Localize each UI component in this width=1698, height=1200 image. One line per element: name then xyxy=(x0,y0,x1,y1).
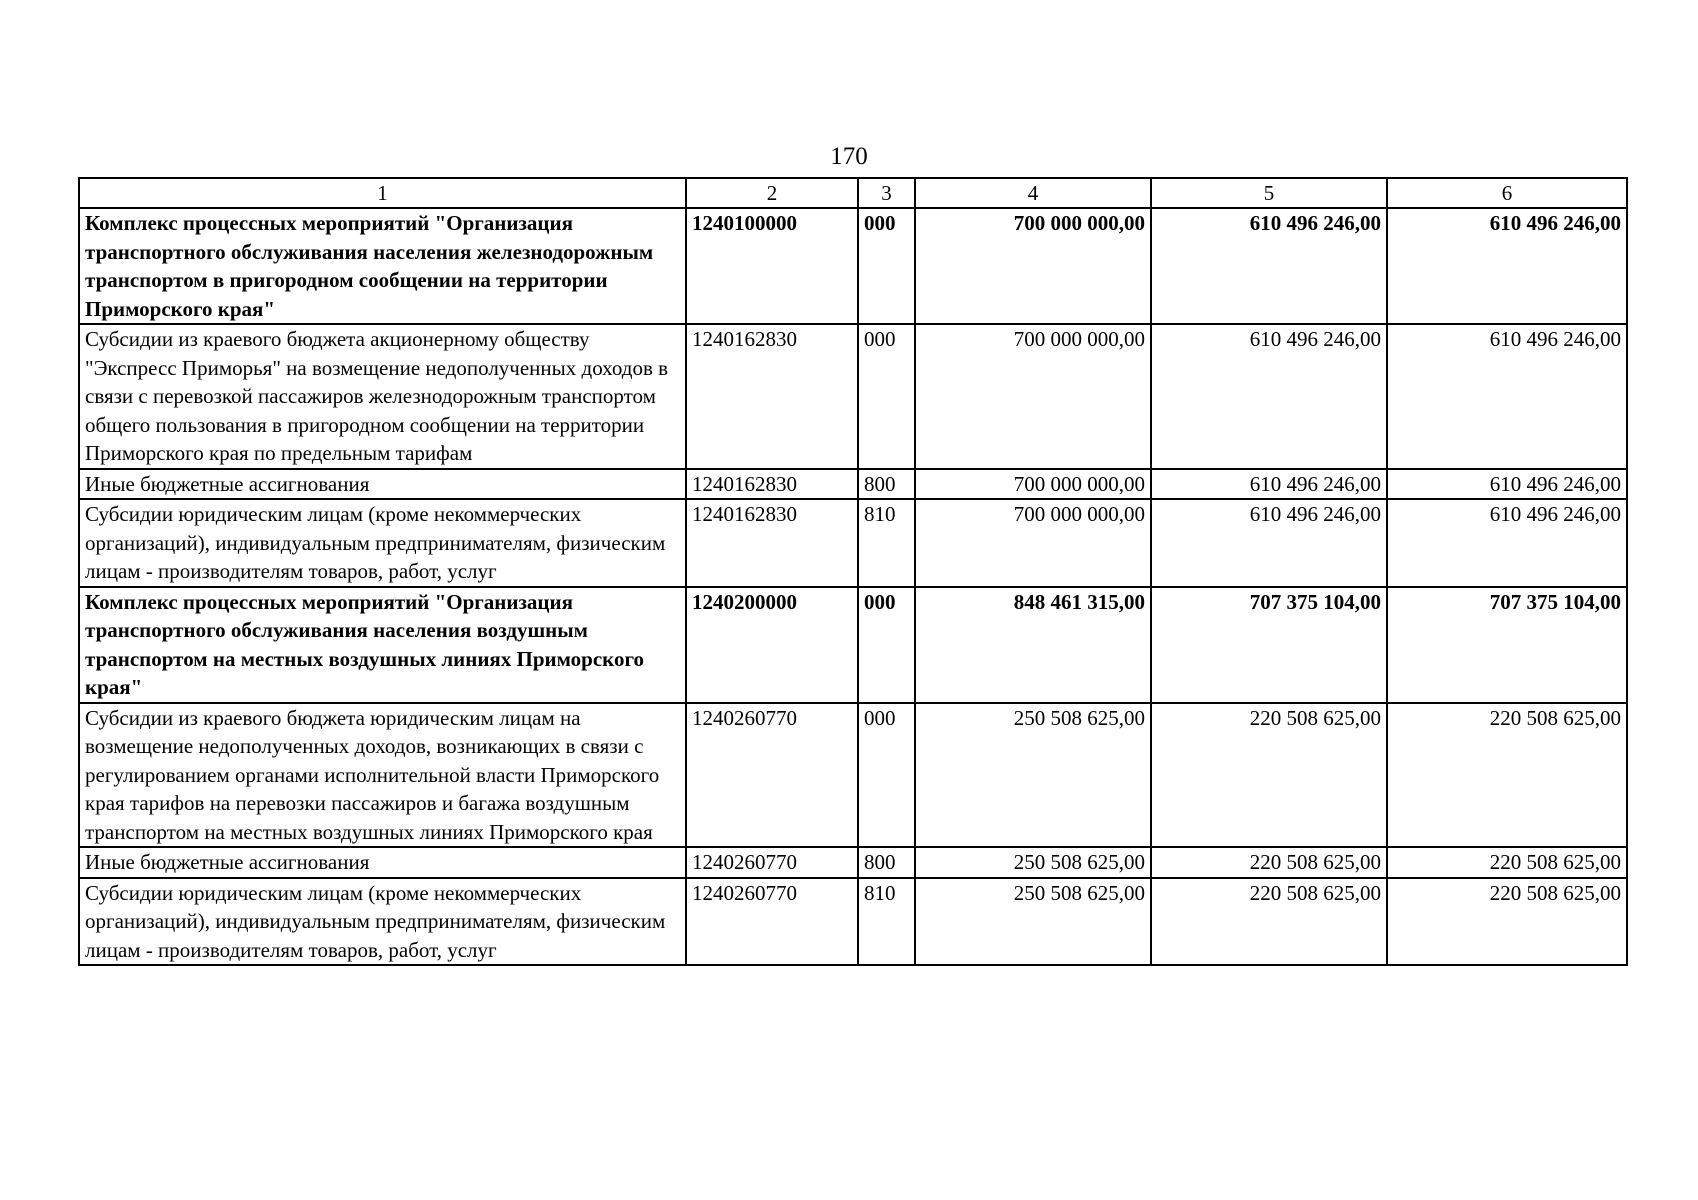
amount-col5-cell: 220 508 625,00 xyxy=(1151,878,1387,966)
expense-type-cell: 000 xyxy=(858,703,915,848)
amount-col4-cell: 700 000 000,00 xyxy=(915,469,1151,500)
row-name-cell: Субсидии юридическим лицам (кроме некоммерческих организаций), индивидуальным предпринимателям, физическим лицам - производителям товаров, работ, услуг xyxy=(79,499,686,587)
column-header: 6 xyxy=(1387,178,1627,208)
target-code-cell: 1240162830 xyxy=(686,499,858,587)
row-name-cell: Иные бюджетные ассигнования xyxy=(79,847,686,878)
expense-type-cell: 000 xyxy=(858,587,915,703)
amount-col5-cell: 220 508 625,00 xyxy=(1151,703,1387,848)
amount-col4-cell: 250 508 625,00 xyxy=(915,847,1151,878)
expense-type-cell: 800 xyxy=(858,847,915,878)
amount-col4-cell: 700 000 000,00 xyxy=(915,208,1151,324)
target-code-cell: 1240162830 xyxy=(686,324,858,469)
target-code-cell: 1240162830 xyxy=(686,469,858,500)
column-header: 4 xyxy=(915,178,1151,208)
column-header: 2 xyxy=(686,178,858,208)
table-row xyxy=(79,847,1627,878)
table-row xyxy=(79,499,1627,587)
row-name-cell: Субсидии юридическим лицам (кроме некоммерческих организаций), индивидуальным предпринимателям, физическим лицам - производителям товаров, работ, услуг xyxy=(79,878,686,966)
amount-col6-cell: 707 375 104,00 xyxy=(1387,587,1627,703)
row-name-cell: Комплекс процессных мероприятий "Организация транспортного обслуживания населения воздушным транспортом на местных воздушных линиях Приморского края" xyxy=(79,587,686,703)
table-row xyxy=(79,703,1627,848)
row-name-cell: Субсидии из краевого бюджета юридическим лицам на возмещение недополученных доходов, возникающих в связи с регулированием органами исполнительной власти Приморского края тарифов на перевозки пассажиров и багажа воздушным транспортом на местных воздушных линиях Приморского края xyxy=(79,703,686,848)
row-name-cell: Комплекс процессных мероприятий "Организация транспортного обслуживания населения железнодорожным транспортом в пригородном сообщении на территории Приморского края" xyxy=(79,208,686,324)
amount-col4-cell: 250 508 625,00 xyxy=(915,703,1151,848)
amount-col5-cell: 610 496 246,00 xyxy=(1151,469,1387,500)
amount-col5-cell: 610 496 246,00 xyxy=(1151,324,1387,469)
amount-col6-cell: 220 508 625,00 xyxy=(1387,847,1627,878)
target-code-cell: 1240260770 xyxy=(686,847,858,878)
table-row xyxy=(79,208,1627,324)
row-name-cell: Субсидии из краевого бюджета акционерному обществу "Экспресс Приморья" на возмещение недополученных доходов в связи с перевозкой пассажиров железнодорожным транспортом общего пользования в пригородном сообщении на территории Приморского края по предельным тарифам xyxy=(79,324,686,469)
amount-col4-cell: 250 508 625,00 xyxy=(915,878,1151,966)
expense-type-cell: 000 xyxy=(858,324,915,469)
amount-col5-cell: 707 375 104,00 xyxy=(1151,587,1387,703)
column-header: 1 xyxy=(79,178,686,208)
column-header: 5 xyxy=(1151,178,1387,208)
amount-col6-cell: 220 508 625,00 xyxy=(1387,703,1627,848)
expense-type-cell: 810 xyxy=(858,499,915,587)
amount-col5-cell: 610 496 246,00 xyxy=(1151,499,1387,587)
table-row xyxy=(79,587,1627,703)
amount-col6-cell: 220 508 625,00 xyxy=(1387,878,1627,966)
amount-col4-cell: 700 000 000,00 xyxy=(915,324,1151,469)
target-code-cell: 1240100000 xyxy=(686,208,858,324)
target-code-cell: 1240260770 xyxy=(686,703,858,848)
amount-col6-cell: 610 496 246,00 xyxy=(1387,324,1627,469)
amount-col4-cell: 848 461 315,00 xyxy=(915,587,1151,703)
amount-col6-cell: 610 496 246,00 xyxy=(1387,208,1627,324)
expense-type-cell: 810 xyxy=(858,878,915,966)
target-code-cell: 1240200000 xyxy=(686,587,858,703)
amount-col4-cell: 700 000 000,00 xyxy=(915,499,1151,587)
column-header: 3 xyxy=(858,178,915,208)
amount-col5-cell: 610 496 246,00 xyxy=(1151,208,1387,324)
row-name-cell: Иные бюджетные ассигнования xyxy=(79,469,686,500)
table-row xyxy=(79,878,1627,966)
amount-col6-cell: 610 496 246,00 xyxy=(1387,469,1627,500)
page-number: 170 xyxy=(830,143,868,170)
expense-type-cell: 000 xyxy=(858,208,915,324)
amount-col5-cell: 220 508 625,00 xyxy=(1151,847,1387,878)
column-number-row xyxy=(79,178,1627,208)
budget-table xyxy=(78,177,1628,966)
table-row xyxy=(79,324,1627,469)
amount-col6-cell: 610 496 246,00 xyxy=(1387,499,1627,587)
target-code-cell: 1240260770 xyxy=(686,878,858,966)
table-row xyxy=(79,469,1627,500)
expense-type-cell: 800 xyxy=(858,469,915,500)
